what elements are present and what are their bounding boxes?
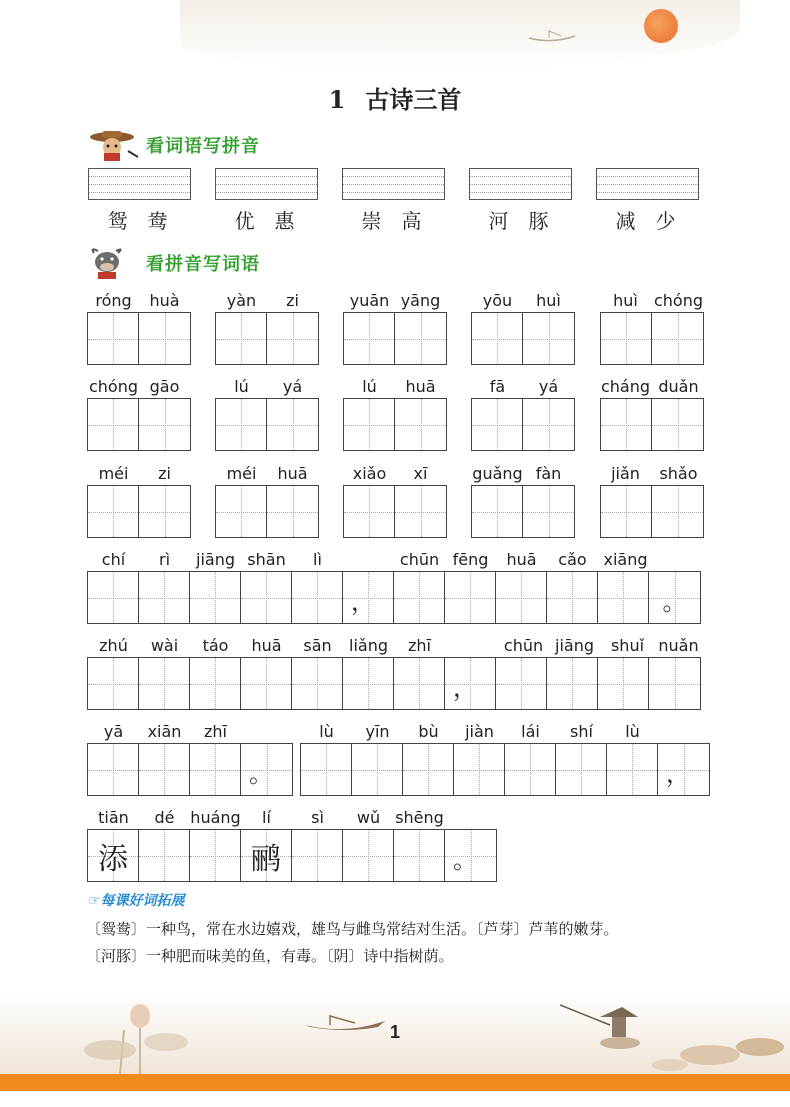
section-header-write-words [88,246,260,280]
pinyin-syllable: huì [613,291,638,310]
extension-line: 〔河豚〕一种肥而味美的鱼，有毒。〔阴〕诗中指树荫。 [86,947,454,965]
char-grid[interactable] [343,398,447,451]
char-grid-line[interactable] [87,829,497,882]
pinyin-syllable: guǎng [472,464,523,483]
pinyin-syllable: zhú [99,636,128,655]
pinyin-syllable: yá [538,377,559,396]
pinyin-syllable: sān [303,636,332,655]
char-grid[interactable] [600,398,704,451]
pinyin-syllable: shuǐ [610,636,645,655]
pinyin-syllable: rì [158,550,171,569]
pinyin-syllable: yōu [482,291,513,310]
pinyin-syllable: gāo [149,377,180,396]
mascot-bull-icon [88,247,140,279]
comma-mark: ， [351,588,375,616]
char-grid[interactable] [215,398,319,451]
mascot-hat-icon [88,129,140,161]
char-grid-line[interactable] [300,743,710,796]
pinyin-syllable: huā [405,377,436,396]
vocab-word: 鸳鸯 [107,209,188,233]
pinyin-syllable: tiān [98,808,129,827]
pinyin-syllable: chí [101,550,126,569]
pinyin-syllable: chóng [88,377,139,396]
pinyin-syllable: xiāng [603,550,648,569]
period-mark: 。 [249,760,273,788]
boat-icon [527,28,577,42]
pinyin-syllable: yuān [349,291,390,310]
pinyin-syllable: nuǎn [658,636,699,655]
pinyin-syllable: méi [226,464,257,483]
char-grid-line[interactable] [87,571,701,624]
char-grid[interactable] [87,312,191,365]
pinyin-syllable: huì [536,291,561,310]
given-char: 添 [98,841,128,877]
extension-title: ☞每课好词拓展 [88,893,185,909]
sun-icon [644,9,678,43]
pinyin-syllable: huà [149,291,180,310]
given-char: 鹂 [251,841,281,877]
pinyin-syllable: sì [311,808,324,827]
pinyin-box[interactable] [469,168,572,200]
char-grid[interactable] [343,312,447,365]
pinyin-box[interactable] [88,168,191,200]
pinyin-syllable: chūn [503,636,544,655]
vocab-word: 河豚 [488,209,569,233]
pinyin-syllable: zi [158,464,171,483]
char-grid[interactable] [471,398,575,451]
extension-line: 〔鸳鸯〕一种鸟，常在水边嬉戏，雄鸟与雌鸟常结对生活。〔芦芽〕芦苇的嫩芽。 [86,920,619,938]
pinyin-syllable: cháng [600,377,651,396]
pinyin-box[interactable] [596,168,699,200]
char-grid-line[interactable] [87,743,293,796]
pinyin-syllable: huā [251,636,282,655]
char-grid[interactable] [471,485,575,538]
pinyin-syllable: yàn [226,291,257,310]
pinyin-syllable: táo [202,636,229,655]
period-mark: 。 [662,588,687,616]
pinyin-syllable: xiǎo [352,464,387,483]
pinyin-syllable: xī [413,464,428,483]
pinyin-syllable: duǎn [658,377,699,396]
pinyin-syllable: yīn [365,722,390,741]
char-grid[interactable] [215,312,319,365]
pinyin-syllable: dé [154,808,175,827]
pinyin-syllable: wài [150,636,179,655]
page-number: 1 [389,1022,400,1042]
pinyin-syllable: shǎo [659,464,698,483]
char-grid[interactable] [600,485,704,538]
vocab-word: 减少 [615,209,696,233]
pinyin-syllable: fēng [452,550,489,569]
section-label: 看词语写拼音 [146,136,260,157]
pinyin-syllable: lí [262,808,271,827]
pinyin-syllable: lù [625,722,640,741]
section-header-write-pinyin [88,128,260,162]
pinyin-syllable: fàn [535,464,562,483]
pinyin-box[interactable] [342,168,445,200]
pinyin-syllable: jiāng [555,636,594,655]
pinyin-syllable: chóng [653,291,704,310]
pinyin-syllable: jiāng [196,550,235,569]
char-grid[interactable] [343,485,447,538]
pinyin-syllable: shí [570,722,593,741]
char-grid-line[interactable] [87,657,701,710]
pinyin-syllable: lú [234,377,249,396]
comma-mark: ， [666,760,690,788]
pinyin-syllable: shān [247,550,286,569]
pinyin-syllable: chūn [399,550,440,569]
pinyin-syllable: zi [286,291,299,310]
vocab-word: 优惠 [234,209,315,233]
pinyin-syllable: huáng [190,808,241,827]
char-grid[interactable] [215,485,319,538]
pinyin-syllable: xiān [147,722,182,741]
pinyin-syllable: lù [319,722,334,741]
section-label: 看拼音写词语 [146,254,260,275]
pinyin-syllable: lái [521,722,540,741]
footer-strip [0,1091,790,1107]
pinyin-syllable: cǎo [558,550,587,569]
period-mark: 。 [453,846,477,874]
pinyin-syllable: zhī [408,636,431,655]
char-grid[interactable] [471,312,575,365]
char-grid[interactable] [600,312,704,365]
pinyin-syllable: huā [277,464,308,483]
pinyin-syllable: yá [282,377,303,396]
pinyin-syllable: zhī [204,722,227,741]
comma-mark: ， [453,674,477,702]
pinyin-syllable: yā [103,722,124,741]
char-grid[interactable] [87,398,191,451]
lesson-number: 1 [328,85,346,114]
pinyin-box[interactable] [215,168,318,200]
lesson-title: 古诗三首 [365,85,462,114]
page-title [0,80,790,115]
pinyin-syllable: shēng [395,808,444,827]
pinyin-syllable: lì [313,550,322,569]
pinyin-syllable: fā [489,377,506,396]
pinyin-syllable: huā [506,550,537,569]
pinyin-syllable: méi [98,464,129,483]
pinyin-syllable: liǎng [349,636,388,655]
pinyin-syllable: bù [418,722,439,741]
pinyin-syllable: jiǎn [611,464,640,483]
footer-bar [0,1074,790,1091]
pinyin-syllable: yāng [400,291,441,310]
pinyin-syllable: wǔ [356,808,381,827]
pinyin-syllable: lú [362,377,377,396]
char-grid[interactable] [87,485,191,538]
pinyin-syllable: jiàn [465,722,494,741]
pinyin-syllable: róng [95,291,132,310]
vocab-word: 崇高 [361,209,442,233]
